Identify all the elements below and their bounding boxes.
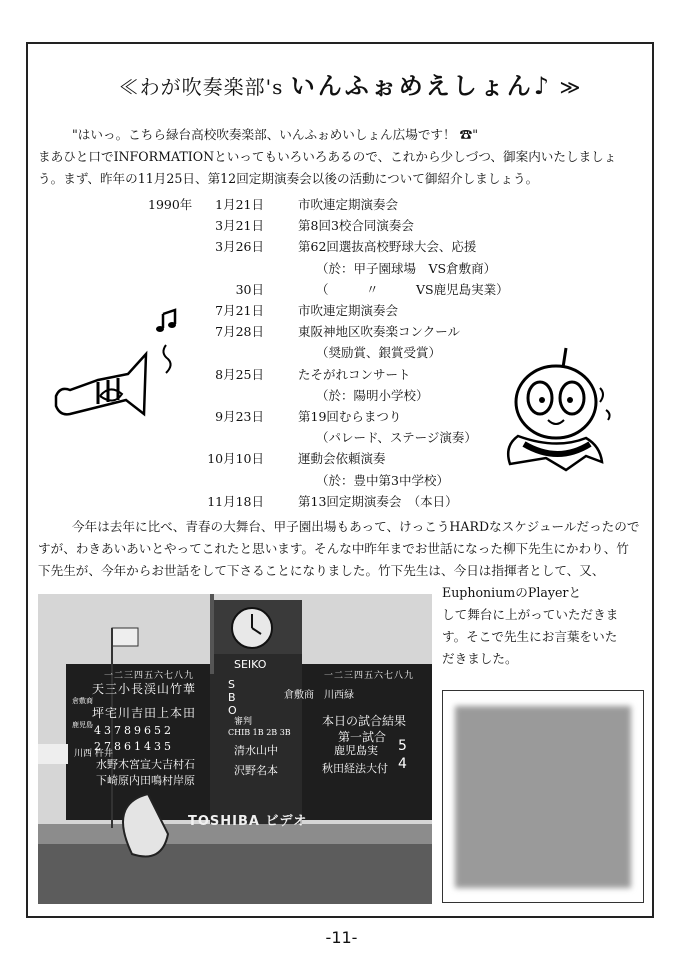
umpire-label: 審判 — [234, 717, 253, 727]
schedule-date: 7月21日 — [215, 303, 264, 318]
schedule-date: 11月18日 — [207, 493, 264, 509]
schedule-date: 3月26日 — [215, 239, 264, 255]
clock-brand-label: SEIKO — [234, 658, 267, 671]
result-score-1: 5 — [398, 738, 407, 754]
result-team-2: 秋田経法大付 — [322, 762, 388, 775]
inning-header: 一二三四五六七八九 — [104, 671, 195, 681]
intro-line-2: まあひと口でINFORMATIONといってもいろいろあるので、これから少しづつ、御案内いたしましょ — [38, 149, 617, 164]
page-number: -11- — [325, 928, 358, 947]
schedule-event: 第13回定期演奏会 （本日） — [298, 493, 458, 509]
schedule-date: 8月25日 — [215, 366, 264, 382]
schedule-date: 9月23日 — [215, 409, 264, 424]
intro-line-3: う。まず、昨年の11月25日、第12回定期演奏会以後の活動について御紹介しましょう。 — [38, 171, 539, 186]
schedule-event: 第62回選抜高校野球大会、応援 — [298, 239, 477, 255]
schedule-event: （於：甲子園球場 VS倉敷商） — [316, 260, 497, 276]
scoreboard-photo — [38, 594, 432, 904]
umpire-names: 清水山中 — [234, 744, 278, 757]
result-team-1: 鹿児島実 — [334, 744, 378, 757]
schedule-date: 7月28日 — [215, 324, 264, 340]
schedule-date: 30日 — [235, 281, 264, 297]
heading-suffix: ≫ — [559, 75, 582, 99]
schedule-event: 第19回むらまつり — [298, 409, 402, 424]
trumpet-doodle-icon — [48, 300, 188, 440]
schedule-event: たそがれコンサート — [298, 366, 411, 382]
side-line-3: す。そこで先生にお言葉をいた — [442, 629, 618, 644]
schedule-date: 10月10日 — [207, 451, 264, 467]
schedule-event: 市吹連定期演奏会 — [298, 197, 399, 212]
team-bottom-lineup: 坪宅川吉田上本田 — [92, 706, 197, 720]
schedule-event: 運動会依頼演奏 — [298, 451, 386, 467]
body-line-3: 下先生が、今年からお世話をして下さることになりました。竹下先生は、今日は指揮者として、又、 — [38, 563, 605, 578]
cartoon-character-doodle-icon — [494, 340, 620, 480]
umpire-names-2: 沢野名本 — [234, 764, 278, 777]
schedule-event: （於：陽明小学校） — [316, 387, 429, 403]
heading-decorative-title: いんふぉめえしょん♪ — [290, 71, 553, 100]
team-bottom-label: 鹿児島 — [72, 721, 93, 729]
side-line-1: EuphoniumのPlayerと — [442, 585, 582, 600]
schedule-date: 3月21日 — [215, 218, 264, 234]
blurred-image-box — [442, 690, 644, 903]
names-lower-2: 下崎原内田鳴村岸原 — [96, 774, 195, 787]
scores-bottom: 27861435 — [94, 740, 174, 753]
result-title: 本日の試合結果 — [322, 714, 407, 728]
heading-prefix: ≪わが吹奏楽部's — [118, 75, 284, 99]
sponsor-banner: TOSHIBA ビデオ — [188, 814, 308, 829]
scores-top: 43789652 — [94, 724, 174, 737]
schedule-date: 1月21日 — [215, 197, 264, 212]
body-line-1: 今年は去年に比べ、青春の大舞台、甲子園出場もあって、けっこうHARDなスケジュールだったので — [72, 519, 640, 534]
team-top-label: 倉敷商 — [72, 697, 93, 705]
names-lower: 水野木宮宣大吉村石 — [96, 758, 195, 771]
result-subtitle: 第一試合 — [338, 730, 387, 744]
schedule-event: （パレード、ステージ演奏） — [316, 430, 477, 446]
sbo-label: SBO — [228, 678, 237, 717]
side-line-4: だきました。 — [442, 651, 518, 666]
intro-line-1: "はいっ。こちら緑台高校吹奏楽部、いんふぉめいしょん広場です！ ☎" — [72, 127, 478, 142]
schedule-event: （奨励賞、銀賞受賞） — [316, 345, 442, 361]
side-line-2: して舞台に上がっていただきま — [442, 607, 619, 622]
page-heading — [60, 66, 640, 101]
schedule-event: 第8回3校合同演奏会 — [298, 218, 414, 234]
result-score-2: 4 — [398, 756, 407, 772]
schedule-event: （於：豊中第3中学校） — [316, 472, 449, 488]
inning-header-right: 一二三四五六七八九 — [324, 671, 415, 681]
body-line-2: すが、わきあいあいとやってこれたと思います。そんな中昨年までお世話になった柳下先生にかわり、竹 — [38, 541, 629, 556]
team-top-lineup: 天三小長渓山竹華 — [92, 682, 197, 696]
side-teams: 川西 杵井 — [74, 749, 113, 759]
blurred-image — [455, 706, 631, 888]
mid-team-label: 倉敷商 川西緑 — [284, 690, 354, 701]
umpire-positions: CHIB 1B 2B 3B — [228, 728, 291, 737]
schedule-event: 市吹連定期演奏会 — [298, 303, 399, 318]
schedule-event: 東阪神地区吹奏楽コンクール — [298, 324, 461, 340]
schedule-event: （ 〃 VS鹿児島実業） — [316, 281, 509, 297]
schedule-year: 1990年 — [148, 197, 193, 212]
